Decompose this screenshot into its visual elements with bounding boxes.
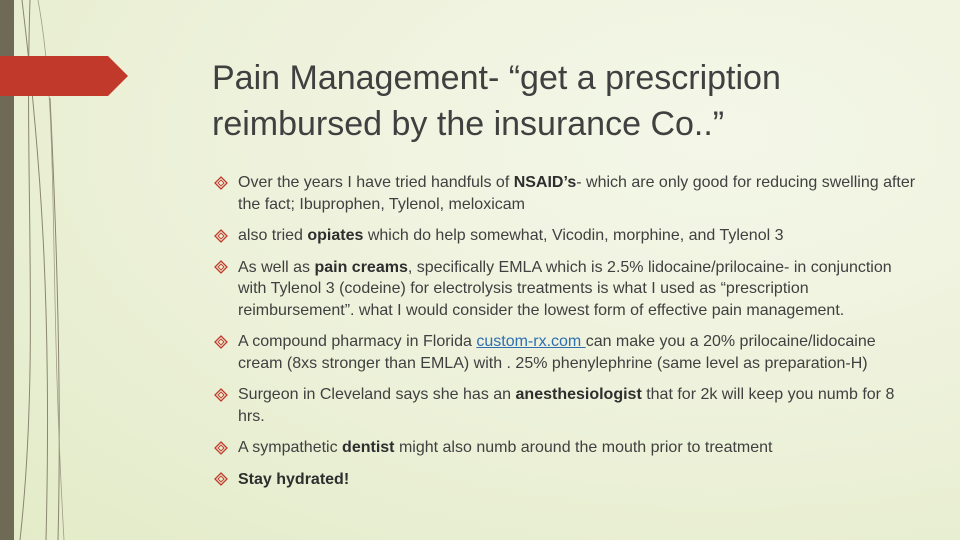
bullet-item-opiates — [214, 225, 919, 247]
title-accent-arrow — [0, 56, 128, 96]
diamond-outline-icon — [214, 437, 238, 458]
bullet-item-anesthesiologist — [214, 384, 919, 427]
bullet-item-stay-hydrated — [214, 469, 919, 491]
diamond-outline-icon — [214, 384, 238, 405]
diamond-outline-icon — [214, 257, 238, 278]
bullet-text: A sympathetic dentist might also numb around the mouth prior to treatment — [238, 439, 773, 456]
bullet-text: A compound pharmacy in Florida custom-rx.com can make you a 20% prilocaine/lidocaine cream (8xs stronger than EMLA) with . 25% phenylephrine (same level as preparation-H) — [238, 333, 876, 372]
bullet-item-pain-creams — [214, 257, 919, 322]
bullet-list — [214, 172, 919, 500]
bullet-text: Surgeon in Cleveland says she has an anesthesiologist that for 2k will keep you numb for 8 hrs. — [238, 386, 895, 425]
diamond-outline-icon — [214, 172, 238, 193]
bullet-item-compound-pharmacy — [214, 331, 919, 374]
diamond-outline-icon — [214, 225, 238, 246]
slide-title: Pain Management- “get a prescription reimbursed by the insurance Co..” — [212, 59, 781, 143]
bullet-item-dentist — [214, 437, 919, 459]
diamond-outline-icon — [214, 469, 238, 490]
pharmacy-link[interactable]: custom-rx.com — [476, 333, 586, 350]
bullet-text: Over the years I have tried handfuls of NSAID’s- which are only good for reducing swelling after the fact; Ibuprophen, Tylenol, meloxicam — [238, 174, 916, 213]
diamond-outline-icon — [214, 331, 238, 352]
bullet-item-nsaids — [214, 172, 919, 215]
bullet-text: also tried opiates which do help somewhat, Vicodin, morphine, and Tylenol 3 — [238, 227, 784, 244]
bullet-text: Stay hydrated! — [238, 470, 350, 488]
bullet-text: As well as pain creams, specifically EMLA which is 2.5% lidocaine/prilocaine- in conjunction with Tylenol 3 (codeine) for electrolysis treatments is what I used as “prescription reimbursement”. what I would consider the lowest form of effective pain management. — [238, 258, 892, 319]
